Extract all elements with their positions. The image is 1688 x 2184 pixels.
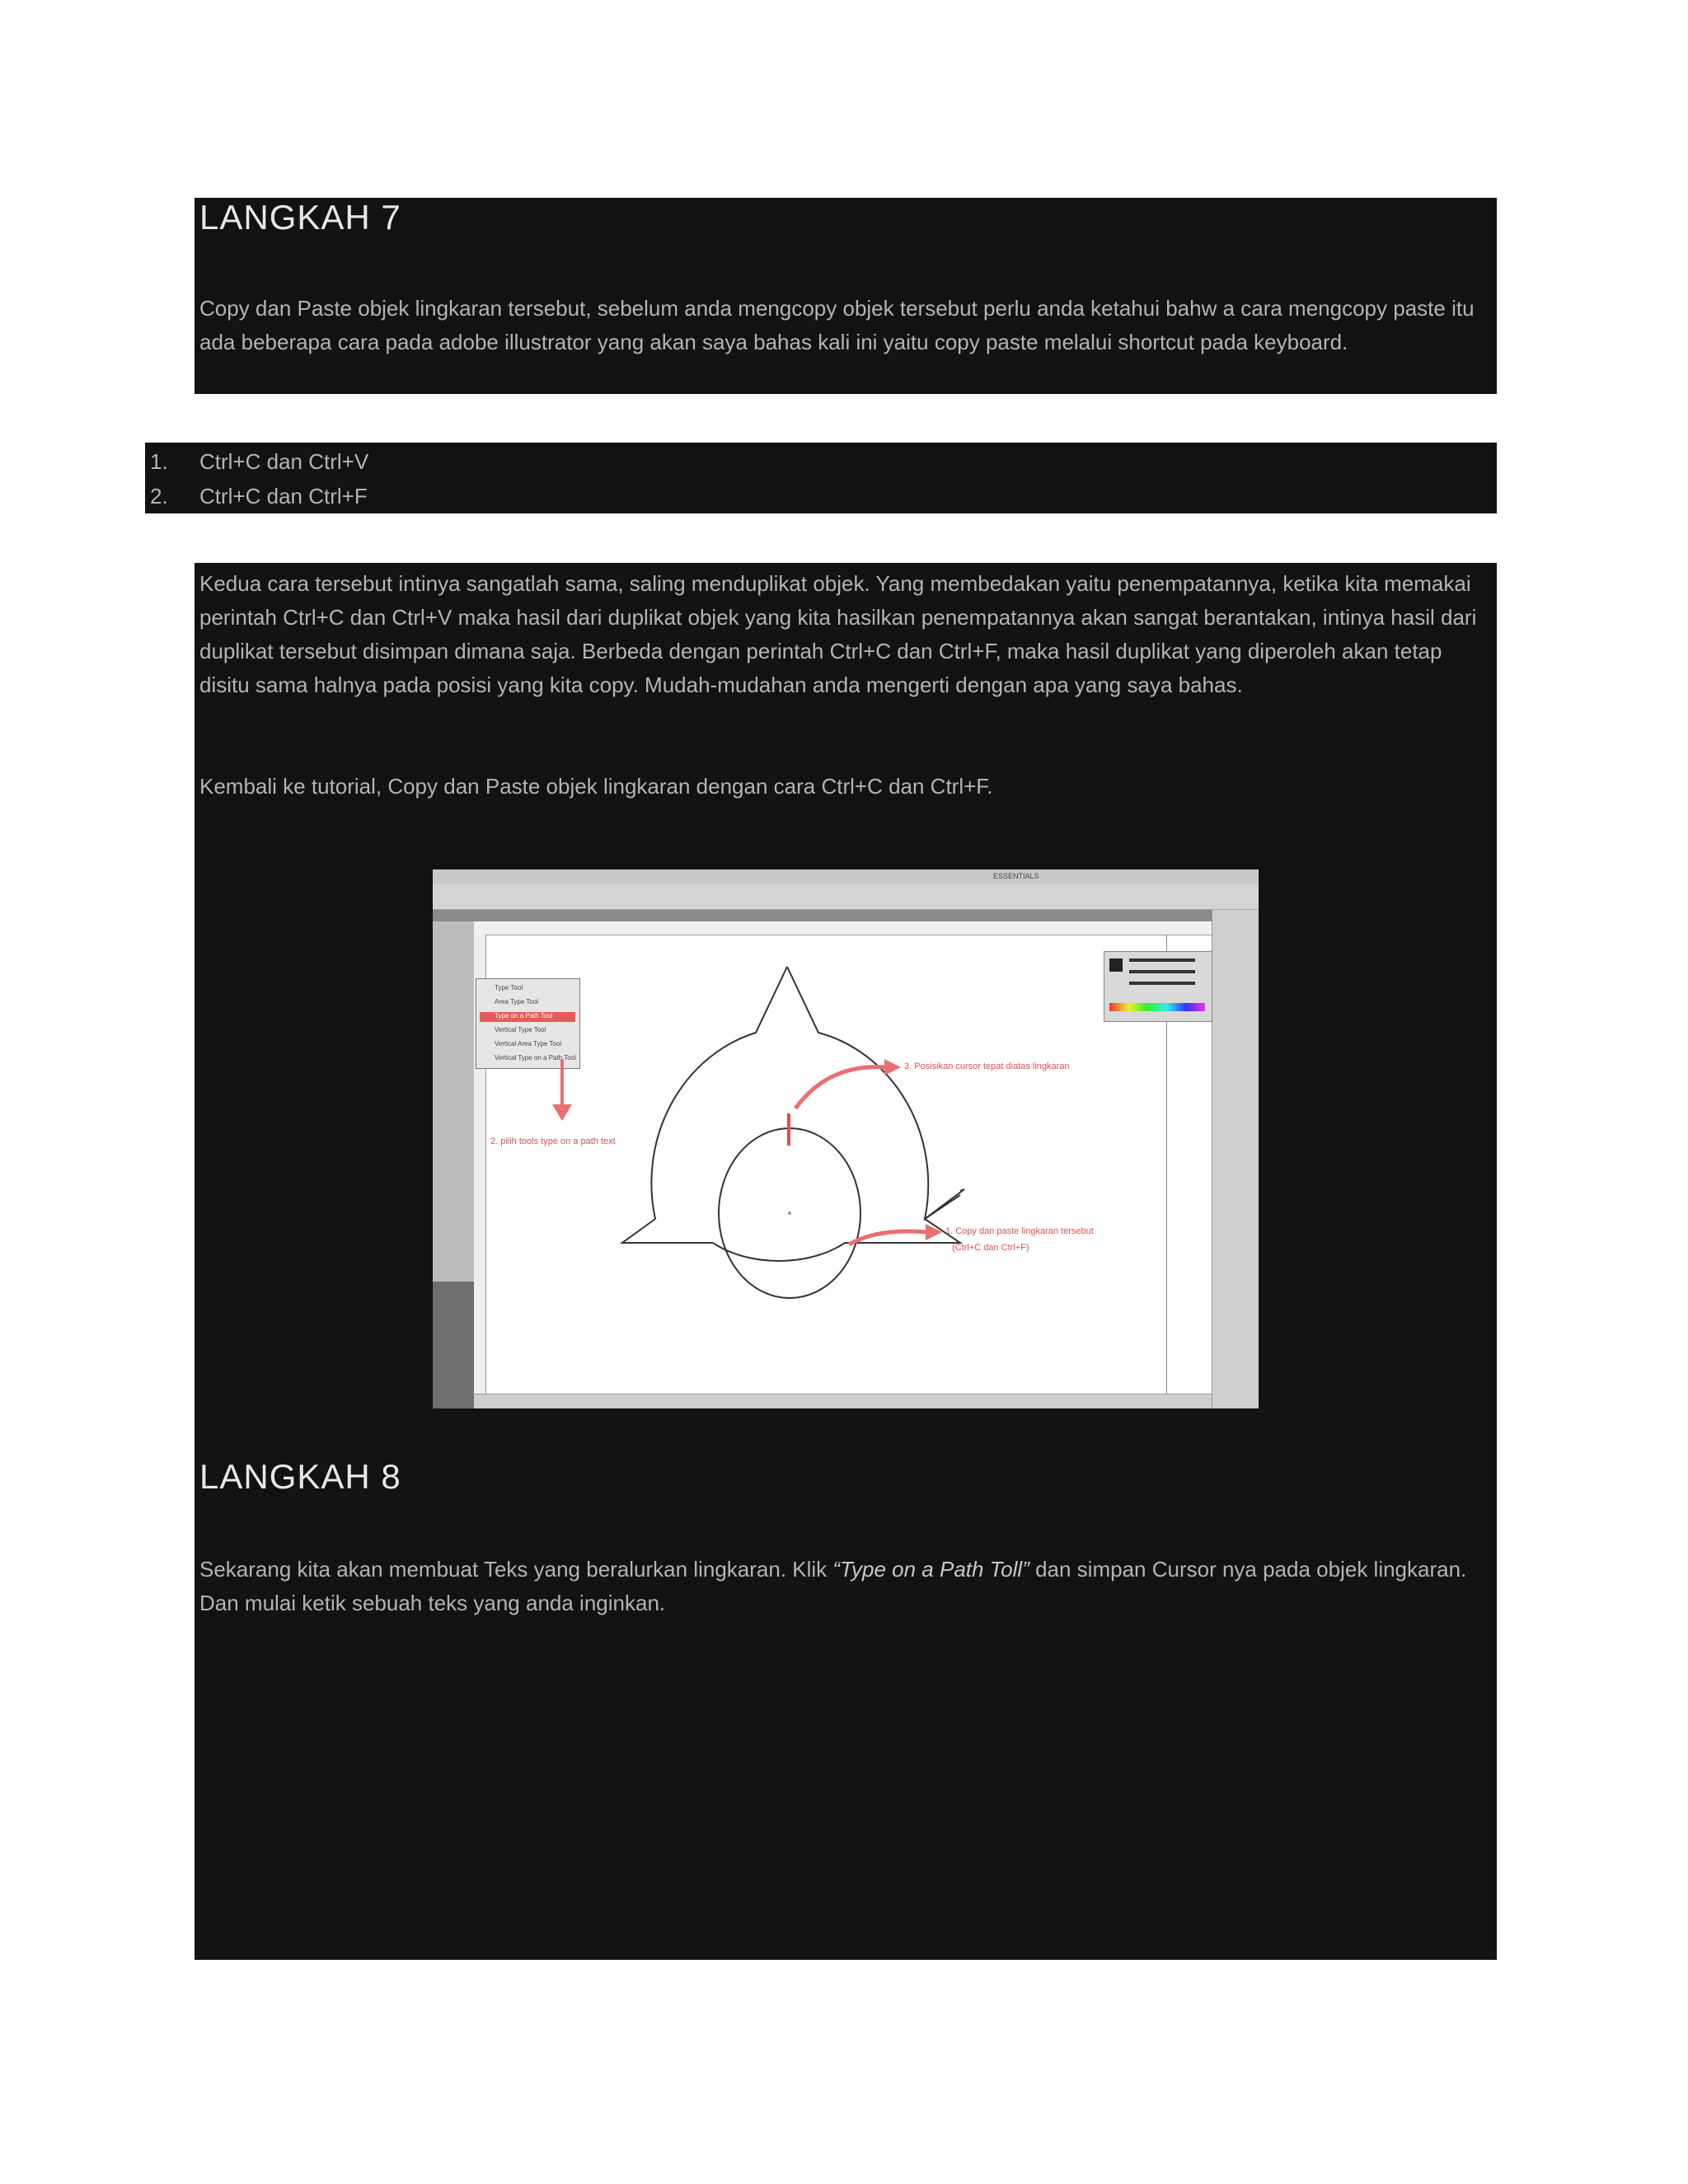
step8-text-after: dan simpan Cursor nya pada objek lingkaran. Dan mulai ketik sebuah teks yang anda inginkan.: [199, 1557, 1467, 1615]
arrow-1-head: [926, 1224, 942, 1240]
flyout-item: Vertical Area Type Tool: [495, 1040, 562, 1047]
outer-shape: [925, 1195, 960, 1219]
list-number: 2.: [150, 484, 168, 509]
back-to-tutorial-paragraph: Kembali ke tutorial, Copy dan Paste objek lingkaran dengan cara Ctrl+C dan Ctrl+F.: [199, 774, 993, 799]
list-text: Ctrl+C dan Ctrl+F: [199, 484, 368, 509]
flyout-item: Type Tool: [495, 984, 523, 991]
list-text: Ctrl+C dan Ctrl+V: [199, 449, 369, 474]
step8-heading: LANGKAH 8: [199, 1457, 401, 1496]
annotation-1-line1: 1. Copy dan paste lingkaran tersebut: [945, 1226, 1094, 1236]
annotation-1-line2: (Ctrl+C dan Ctrl+F): [952, 1243, 1029, 1253]
step7-block: [195, 198, 1497, 394]
flyout-item: Vertical Type Tool: [495, 1026, 546, 1033]
tool-name: “Type on a Path Toll”: [832, 1557, 1029, 1582]
outer-shape: [787, 967, 964, 1191]
center-point: [788, 1212, 791, 1215]
outer-shape: [787, 967, 964, 1219]
content-block: [195, 563, 1497, 1960]
step7-intro-paragraph: Copy dan Paste objek lingkaran tersebut, sebelum anda mengcopy objek tersebut perlu anda ketahui bahw a cara mengcopy paste itu ada beberapa cara pada adobe illustrator yang akan saya bahas kali ini yaitu copy paste melalui shortcut pada keyboard.: [199, 296, 1475, 354]
arrow-3: [795, 1067, 886, 1108]
arrow-3-head: [884, 1059, 901, 1076]
step7-heading: LANGKAH 7: [199, 198, 401, 237]
step8-paragraph: [199, 1553, 1485, 1620]
flyout-item-highlighted: Type on a Path Tool: [480, 1012, 575, 1022]
annotation-2: 2. pilih tools type on a path text: [490, 1137, 616, 1146]
list-number: 1.: [150, 449, 168, 474]
annotation-3: 3. Posisikan cursor tepat diatas lingkaran: [904, 1062, 1070, 1071]
step8-text-before: Sekarang kita akan membuat Teks yang beralurkan lingkaran. Klik: [199, 1557, 833, 1582]
workspace-switcher: ESSENTIALS: [993, 872, 1039, 880]
outer-shape: [713, 1243, 845, 1261]
arrow-2-head: [552, 1104, 572, 1121]
shortcut-list-block: [145, 443, 1497, 513]
flyout-item: Vertical Type on a Path Tool: [495, 1054, 576, 1062]
outer-shape: [787, 967, 965, 1197]
illustrator-screenshot: [433, 869, 1259, 1408]
explanation-paragraph: Kedua cara tersebut intinya sangatlah sama, saling menduplikat objek. Yang membedakan yaitu penempatannya, ketika kita memakai perintah Ctrl+C dan Ctrl+V maka hasil dari duplikat objek yang kita hasilkan penempatannya akan sangat berantakan, intinya hasil dari duplikat tersebut disimpan dimana saja. Berbeda dengan perintah Ctrl+C dan Ctrl+F, maka hasil duplikat yang diperoleh akan tetap disitu sama halnya pada posisi yang kita copy. Mudah-mudahan anda mengerti dengan apa yang saya bahas.: [199, 571, 1477, 697]
flyout-item: Area Type Tool: [495, 998, 539, 1005]
outer-shape: [622, 967, 787, 1243]
